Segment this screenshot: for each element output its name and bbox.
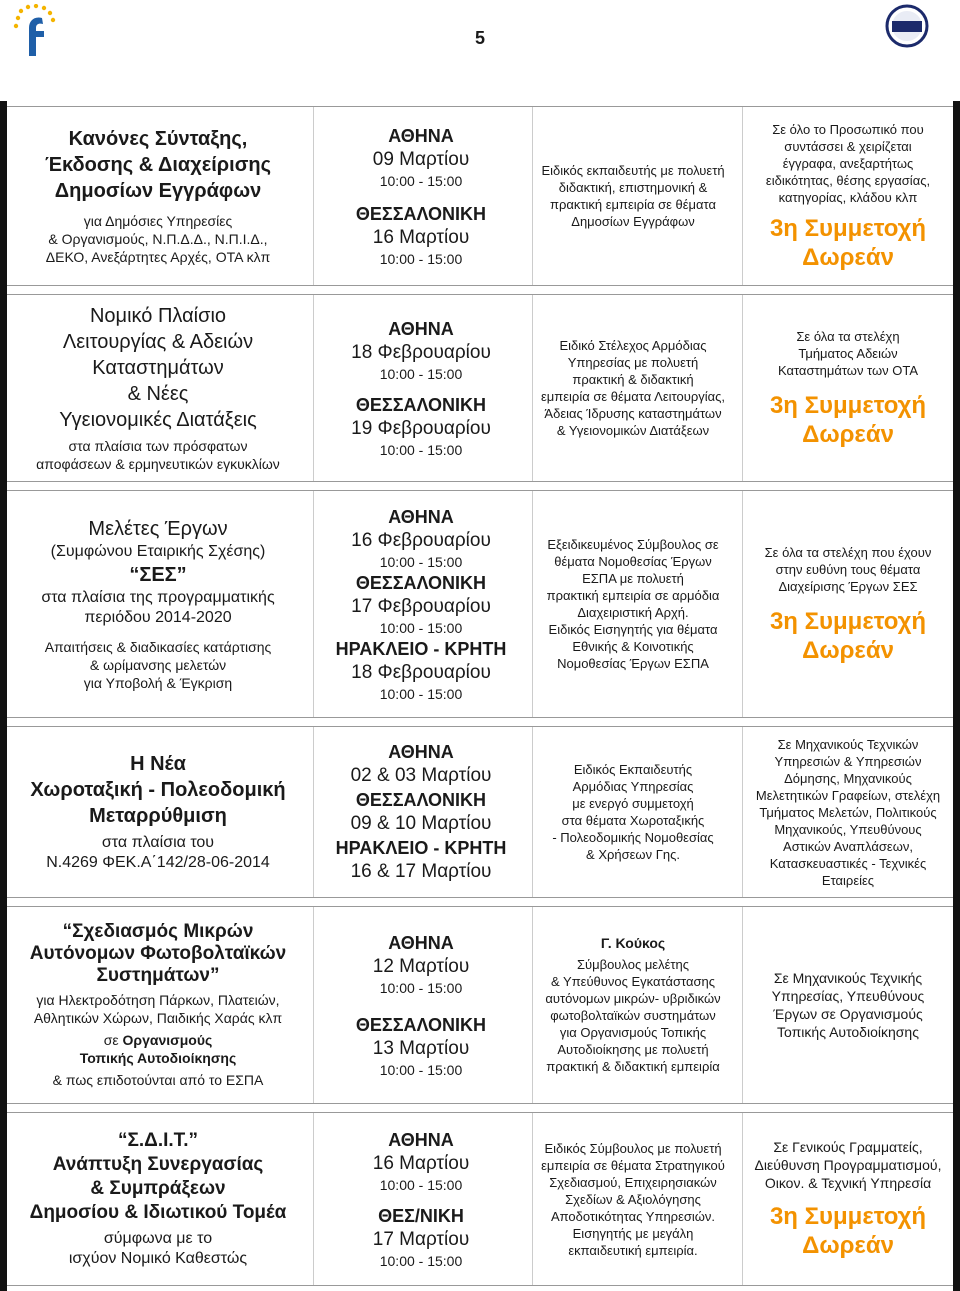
city: ΗΡΑΚΛΕΙΟ - ΚΡΗΤΗ <box>335 639 507 659</box>
course-title: Κανόνες Σύνταξης, <box>68 128 248 150</box>
time: 10:00 - 15:00 <box>379 251 463 267</box>
course-row <box>6 1112 954 1286</box>
audience-text: Υπηρεσίας, Υπευθύνους <box>771 988 925 1004</box>
course-title: Έκδοσης & Διαχείρισης <box>44 154 272 176</box>
date: 16 Φεβρουαρίου <box>351 530 491 551</box>
instructor-text: εμπειρία σε θέματα Στρατηγικού <box>541 1157 725 1173</box>
instructor-text: Σύμβουλος μελέτης <box>576 957 690 972</box>
instructor-cell <box>526 727 740 897</box>
free-offer: 3η Συμμετοχή <box>769 214 927 242</box>
audience-text: Έργων σε Οργανισμούς <box>773 1006 923 1022</box>
course-subtitle: (Συμφώνου Εταιρικής Σχέσης) <box>50 543 266 560</box>
audience-text: Σε Μηχανικούς Τεχνικών <box>777 736 919 752</box>
course-title: Δημοσίων Εγγράφων <box>54 180 262 202</box>
course-subtitle: για Υποβολή & Έγκριση <box>83 675 233 691</box>
schedule-cell <box>316 907 526 1103</box>
date: 16 & 17 Μαρτίου <box>350 861 492 882</box>
course-subtitle: περιόδου 2014-2020 <box>84 609 232 626</box>
audience-text: Σε Γενικούς Γραμματείς, <box>773 1139 923 1155</box>
instructor-text: ΕΣΠΑ με πολυετή <box>582 571 684 586</box>
audience-text: Υπηρεσιών & Υπηρεσιών <box>774 753 922 769</box>
course-subtitle: & ωρίμανσης μελετών <box>89 657 227 673</box>
instructor-text: Υπηρεσίας με πολυετή <box>567 355 699 370</box>
city: ΑΘΗΝΑ <box>388 933 454 953</box>
audience-text: Τοπικής Αυτοδιοίκησης <box>777 1024 919 1040</box>
instructor-text: εμπειρία σε θέματα Λειτουργίας, <box>540 389 725 404</box>
course-title: Νομικό Πλαίσιο <box>89 305 227 327</box>
time: 10:00 - 15:00 <box>379 1062 463 1078</box>
instructor-text: για Οργανισμούς Τοπικής <box>559 1025 707 1040</box>
course-row <box>6 490 954 718</box>
instructor-text: Νομοθεσίας Έργων ΕΣΠΑ <box>557 656 709 671</box>
instructor-text: Εθνικής & Κοινοτικής <box>572 639 694 654</box>
org-prefix: σε <box>103 1032 123 1048</box>
course-title: Υγειονομικές Διατάξεις <box>59 409 257 431</box>
instructor-name: Γ. Κούκος <box>600 935 666 951</box>
course-title: Αυτόνομων Φωτοβολταϊκών <box>29 943 287 964</box>
audience-cell <box>744 1113 952 1285</box>
city: ΑΘΗΝΑ <box>388 126 454 146</box>
free-offer: 3η Συμμετοχή <box>769 1203 927 1230</box>
course-subtitle: Αθλητικών Χώρων, Παιδικής Χαράς κλπ <box>33 1010 283 1026</box>
instructor-text: Ειδικό Στέλεχος Αρμόδιας <box>559 338 707 353</box>
city: ΑΘΗΝΑ <box>388 742 454 762</box>
course-title: & Συμπράξεων <box>90 1178 226 1199</box>
audience-text: Εταιρείες <box>821 872 875 888</box>
course-title-cell <box>8 107 308 285</box>
course-title: Η Νέα <box>130 753 186 775</box>
audience-text: Διεύθυνση Προγραμματισμού, <box>754 1157 942 1173</box>
instructor-text: Διαχειριστική Αρχή. <box>577 605 689 620</box>
course-subtitle: & πως επιδοτούνται από το ΕΣΠΑ <box>52 1072 264 1088</box>
course-subtitle: ισχύον Νομικό Καθεστώς <box>68 1250 248 1267</box>
free-offer: Δωρεάν <box>802 636 894 664</box>
free-offer: Δωρεάν <box>802 243 894 271</box>
course-row <box>6 906 954 1104</box>
city: ΘΕΣΣΑΛΟΝΙΚΗ <box>355 573 487 593</box>
instructor-cell <box>526 907 740 1103</box>
instructor-cell <box>526 491 740 717</box>
instructor-text: Σχεδίων & Αξιολόγησης <box>565 1191 701 1207</box>
instructor-text: Αυτοδιοίκησης με πολυετή <box>557 1042 709 1057</box>
instructor-text: Εισηγητής με μεγάλη <box>572 1225 694 1241</box>
instructor-text: Ειδικός Εκπαιδευτής <box>573 762 693 777</box>
instructor-text: Σχεδιασμού, Επιχειρησιακών <box>549 1174 717 1190</box>
free-offer: Δωρεάν <box>802 1232 894 1259</box>
free-offer: 3η Συμμετοχή <box>769 391 927 419</box>
free-offer: 3η Συμμετοχή <box>769 607 927 635</box>
audience-cell <box>744 491 952 717</box>
schedule-cell <box>316 491 526 717</box>
instructor-text: Άδειας Ίδρυσης καταστημάτων <box>544 406 722 421</box>
date: 09 & 10 Μαρτίου <box>350 813 492 834</box>
audience-text: έγγραφα, ανεξαρτήτως <box>782 155 914 171</box>
date: 18 Φεβρουαρίου <box>351 662 491 683</box>
audience-text: συντάσσει & χειρίζεται <box>784 138 912 154</box>
time: 10:00 - 15:00 <box>379 686 463 702</box>
course-subtitle <box>104 1031 213 1049</box>
instructor-text: Ειδικός Σύμβουλος με πολυετή <box>544 1140 722 1156</box>
audience-text: Σε όλα τα στελέχη <box>796 328 900 344</box>
schedule-cell <box>316 107 526 285</box>
course-title: Ανάπτυξη Συνεργασίας <box>52 1154 264 1175</box>
instructor-text: πρακτική εμπειρία σε θέματα <box>549 197 717 212</box>
date: 16 Μαρτίου <box>372 227 470 248</box>
date: 17 Φεβρουαρίου <box>351 596 491 617</box>
date: 19 Φεβρουαρίου <box>351 418 491 439</box>
instructor-text: διδακτική, επιστημονική & <box>558 180 708 195</box>
date: 09 Μαρτίου <box>372 149 470 170</box>
city: ΑΘΗΝΑ <box>388 319 454 339</box>
course-title-cell <box>8 907 308 1103</box>
time: 10:00 - 15:00 <box>379 173 463 189</box>
audience-text: Διαχείρισης Έργων ΣΕΣ <box>778 578 918 594</box>
instructor-text: Αρμόδιας Υπηρεσίας <box>572 779 694 794</box>
audience-text: Τμήματος Αδειών <box>798 345 898 361</box>
course-subtitle: για Ηλεκτροδότηση Πάρκων, Πλατειών, <box>36 992 280 1008</box>
date: 16 Μαρτίου <box>372 1153 470 1174</box>
course-acronym: “ΣΕΣ” <box>129 564 187 586</box>
page-header <box>0 0 960 90</box>
audience-text: Καταστημάτων των ΟΤΑ <box>777 362 919 378</box>
course-title: “Σ.Δ.Ι.Τ.” <box>118 1130 198 1151</box>
audience-text: Μηχανικούς, Υπευθύνους <box>774 821 922 837</box>
audience-text: Οικον. & Τεχνική Υπηρεσία <box>764 1175 932 1191</box>
tuv-certification-logo-icon <box>876 4 938 54</box>
course-subtitle: στα πλαίσια των πρόσφατων <box>68 438 248 454</box>
audience-text: κατηγορίας, κλάδου κλπ <box>778 189 918 205</box>
city: ΘΕΣΣΑΛΟΝΙΚΗ <box>355 204 487 224</box>
instructor-text: πρακτική εμπειρία σε αρμόδια <box>546 588 720 603</box>
date: 17 Μαρτίου <box>372 1229 470 1250</box>
instructor-text: φωτοβολταϊκών συστημάτων <box>550 1008 716 1023</box>
schedule-cell <box>316 727 526 897</box>
audience-cell <box>744 295 952 481</box>
course-subtitle: & Οργανισμούς, Ν.Π.Δ.Δ., Ν.Π.Ι.Δ., <box>48 231 268 247</box>
city: ΗΡΑΚΛΕΙΟ - ΚΡΗΤΗ <box>335 838 507 858</box>
date: 12 Μαρτίου <box>372 956 470 977</box>
page-number: 5 <box>474 28 485 48</box>
instructor-text: Εξειδικευμένος Σύμβουλος σε <box>547 537 719 552</box>
org-bold: Τοπικής Αυτοδιοίκησης <box>79 1050 237 1066</box>
audience-text: ειδικότητας, θέσης εργασίας, <box>765 172 931 188</box>
instructor-text: - Πολεοδομικής Νομοθεσίας <box>552 830 714 845</box>
city: ΘΕΣΣΑΛΟΝΙΚΗ <box>355 395 487 415</box>
audience-text: Σε όλο το Προσωπικό που <box>772 121 924 137</box>
time: 10:00 - 15:00 <box>379 980 463 996</box>
course-subtitle: Ν.4269 ΦΕΚ.Α΄142/28-06-2014 <box>46 854 270 871</box>
instructor-text: Ειδικός εκπαιδευτής με πολυετή <box>541 163 725 178</box>
course-subtitle: ΔΕΚΟ, Ανεξάρτητες Αρχές, ΟΤΑ κλπ <box>45 249 271 265</box>
instructor-text: & Υγειονομικών Διατάξεων <box>556 423 710 438</box>
course-title: Χωροταξική - Πολεοδομική <box>30 779 286 801</box>
instructor-cell <box>526 295 740 481</box>
city: ΘΕΣΣΑΛΟΝΙΚΗ <box>355 790 487 810</box>
instructor-text: πρακτική & διδακτική εμπειρία <box>546 1059 720 1074</box>
instructor-text: Ειδικός Εισηγητής για θέματα <box>548 622 718 637</box>
audience-cell <box>744 727 952 897</box>
course-title: Μελέτες Έργων <box>88 518 228 540</box>
instructor-text: & Χρήσεων Γης. <box>586 847 680 862</box>
course-title: Καταστημάτων <box>92 357 224 379</box>
instructor-text: Αποδοτικότητας Υπηρεσιών. <box>550 1208 716 1224</box>
instructor-text: πρακτική & διδακτική <box>572 372 694 387</box>
date: 13 Μαρτίου <box>372 1038 470 1059</box>
instructor-cell <box>526 107 740 285</box>
schedule-cell <box>316 295 526 481</box>
instructor-text: αυτόνομων μικρών- υβριδικών <box>545 991 721 1006</box>
audience-text: Τμήματος Μελετών, Πολιτικούς <box>759 804 937 820</box>
org-bold: Οργανισμούς <box>122 1032 213 1048</box>
audience-text: στην ευθύνη τους θέματα <box>775 561 921 577</box>
audience-text: Δόμησης, Μηχανικούς <box>784 770 912 786</box>
course-subtitle: στα πλαίσια του <box>101 834 215 851</box>
course-title: & Νέες <box>127 383 189 405</box>
instructor-text: & Υπεύθυνος Εγκατάστασης <box>550 974 716 989</box>
course-title-cell <box>8 295 308 481</box>
course-subtitle: Απαιτήσεις & διαδικασίες κατάρτισης <box>44 639 272 655</box>
course-title: Μεταρρύθμιση <box>89 805 227 827</box>
course-title: Συστημάτων” <box>96 965 220 986</box>
time: 10:00 - 15:00 <box>379 620 463 636</box>
instructor-text: θέματα Νομοθεσίας Έργων <box>554 554 712 569</box>
time: 10:00 - 15:00 <box>379 366 463 382</box>
city: ΘΕΣΣΑΛΟΝΙΚΗ <box>355 1015 487 1035</box>
course-subtitle: σύμφωνα με το <box>103 1230 213 1247</box>
course-title: Λειτουργίας & Αδειών <box>62 331 254 353</box>
city: ΑΘΗΝΑ <box>388 507 454 527</box>
time: 10:00 - 15:00 <box>379 554 463 570</box>
city: ΑΘΗΝΑ <box>388 1130 454 1150</box>
course-title-cell <box>8 491 308 717</box>
time: 10:00 - 15:00 <box>379 442 463 458</box>
time: 10:00 - 15:00 <box>379 1253 463 1269</box>
audience-cell <box>744 907 952 1103</box>
course-title: Δημοσίου & Ιδιωτικού Τομέα <box>29 1202 287 1223</box>
course-title-cell <box>8 727 308 897</box>
course-subtitle: αποφάσεων & ερμηνευτικών εγκυκλίων <box>36 456 280 472</box>
course-row <box>6 106 954 286</box>
audience-text: Αστικών Αναπλάσεων, <box>783 838 913 854</box>
instructor-text: με ενεργό συμμετοχή <box>572 796 694 811</box>
course-row <box>6 726 954 898</box>
audience-text: Κατασκευαστικές - Τεχνικές <box>769 855 927 871</box>
schedule-cell <box>316 1113 526 1285</box>
audience-cell <box>744 107 952 285</box>
instructor-text: στα θέματα Χωροταξικής <box>561 813 705 828</box>
instructor-text: Δημοσίων Εγγράφων <box>571 214 695 229</box>
course-subtitle: για Δημόσιες Υπηρεσίες <box>83 213 233 229</box>
instructor-text: εκπαιδευτική εμπειρία. <box>568 1242 698 1258</box>
audience-text: Σε Μηχανικούς Τεχνικής <box>773 970 923 986</box>
course-title: “Σχεδιασμός Μικρών <box>62 921 254 942</box>
date: 18 Φεβρουαρίου <box>351 342 491 363</box>
course-row <box>6 294 954 482</box>
instructor-cell <box>526 1113 740 1285</box>
course-title-cell <box>8 1113 308 1285</box>
audience-text: Μελετητικών Γραφείων, στελέχη <box>755 787 941 803</box>
time: 10:00 - 15:00 <box>379 1177 463 1193</box>
audience-text: Σε όλα τα στελέχη που έχουν <box>764 544 932 560</box>
course-subtitle: στα πλαίσια της προγραμματικής <box>41 589 275 606</box>
free-offer: Δωρεάν <box>802 420 894 448</box>
city: ΘΕΣ/ΝΙΚΗ <box>378 1206 464 1226</box>
date: 02 & 03 Μαρτίου <box>350 765 492 786</box>
